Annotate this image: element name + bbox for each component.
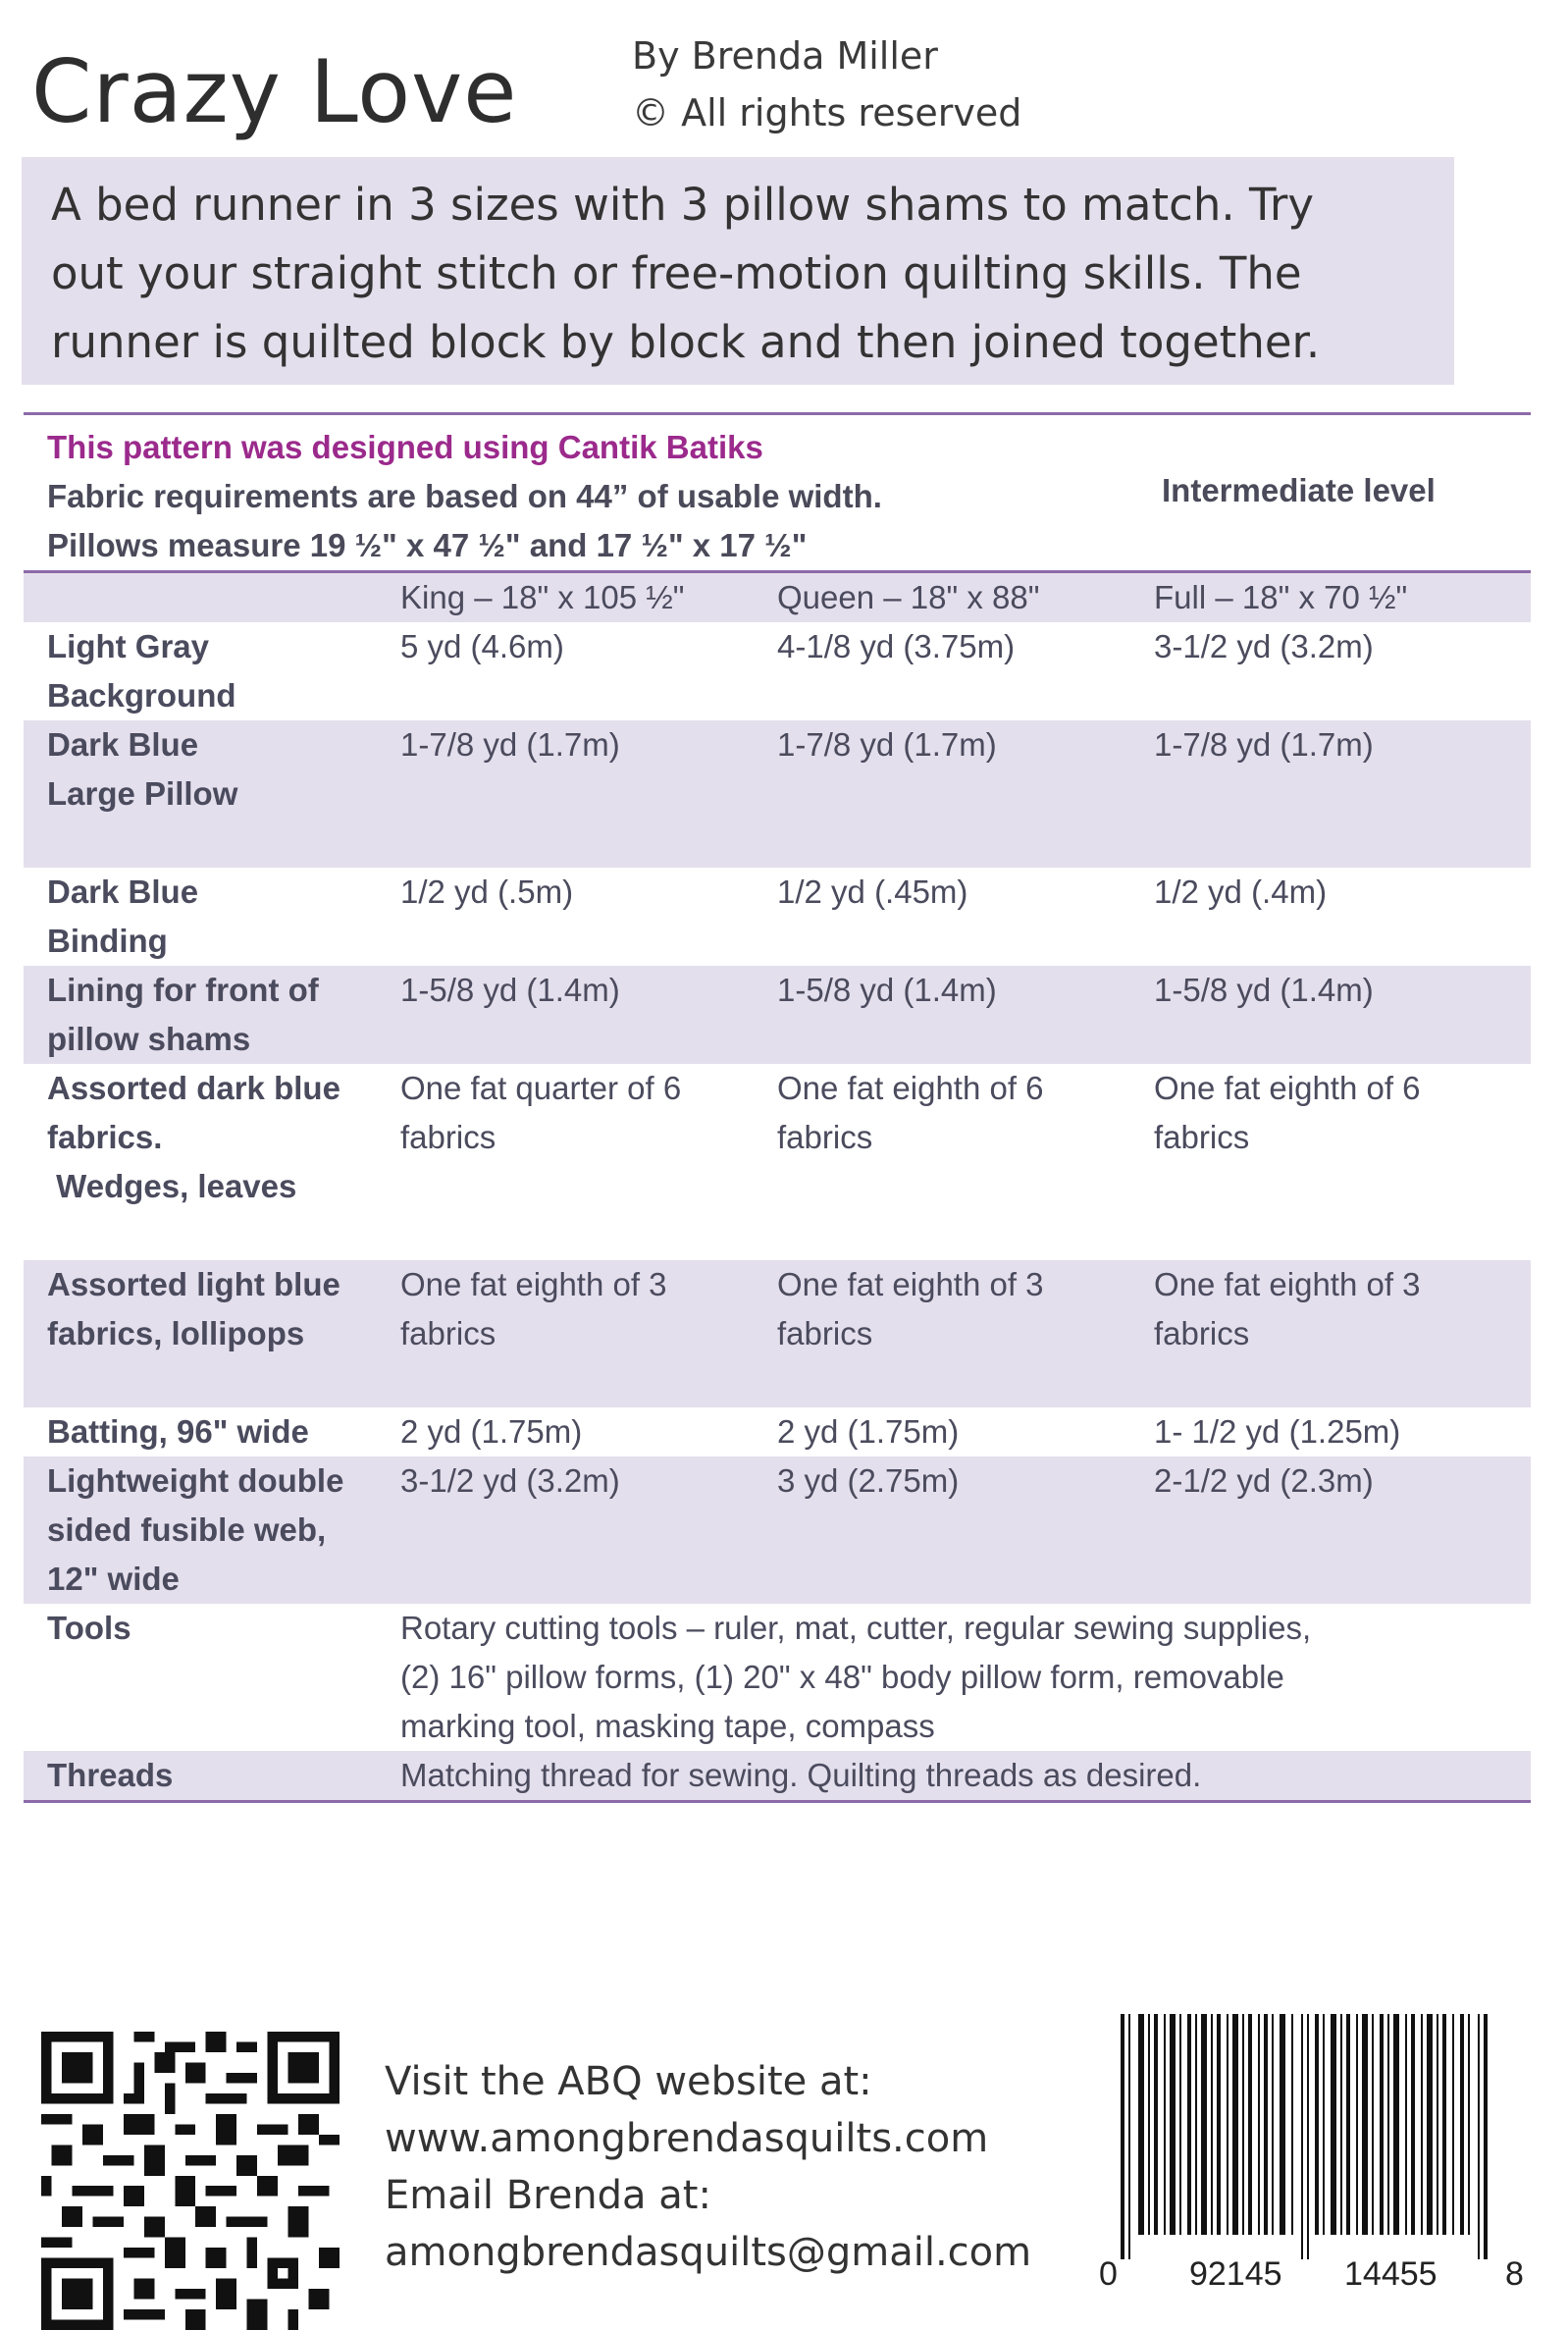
intro-line: out your straight stitch or free-motion quilting skills. The (51, 247, 1302, 299)
queen-value: 4-1/8 yd (3.75m) (777, 628, 1016, 664)
queen-value: 2 yd (1.75m) (777, 1413, 960, 1450)
full-value: 1/2 yd (.4m) (1154, 874, 1328, 910)
full-value: 1- 1/2 yd (1.25m) (1154, 1413, 1401, 1450)
king-value: One fat eighth of 3 fabrics (400, 1260, 777, 1407)
tools-row (24, 1604, 1531, 1751)
full-value: 1-7/8 yd (1.7m) (1154, 720, 1531, 868)
row-label: Assorted dark blue fabrics. Wedges, leaves (47, 1070, 340, 1204)
barcode-icon (1099, 2014, 1531, 2259)
row-label: Light Gray Background (47, 628, 236, 714)
author-line: By Brenda Miller (632, 34, 938, 78)
king-value: 3-1/2 yd (3.2m) (400, 1456, 777, 1604)
requirements-table (24, 570, 1531, 1803)
barcode-digit: 92145 (1189, 2255, 1282, 2293)
column-header-queen: Queen – 18" x 88" (777, 572, 1154, 623)
threads-row (24, 1751, 1531, 1802)
queen-value: One fat eighth of 6 fabrics (777, 1070, 1044, 1155)
requirements-section (24, 412, 1531, 1803)
queen-value: One fat eighth of 3 fabrics (777, 1260, 1154, 1407)
barcode-digit: 0 (1099, 2255, 1118, 2293)
full-value: 1-5/8 yd (1.4m) (1154, 966, 1531, 1064)
table-row (24, 1260, 1531, 1407)
table-row (24, 1456, 1531, 1604)
table-row (24, 622, 1531, 720)
pattern-title: Crazy Love (31, 41, 518, 142)
tools-text: Rotary cutting tools – ruler, mat, cutter, regular sewing supplies, (2) 16" pillow forms, (1) 20" x 48" body pillow form, removable marking tool, masking tape, compass (400, 1610, 1312, 1744)
queen-value: 1/2 yd (.45m) (777, 874, 968, 910)
visit-line: Visit the ABQ website at: (385, 2059, 872, 2104)
rights-line: © All rights reserved (632, 91, 1022, 134)
queen-value: 1-7/8 yd (1.7m) (777, 720, 1154, 868)
designed-with-note: This pattern was designed using Cantik Batiks (47, 429, 763, 465)
row-label: Lining for front of pillow shams (24, 966, 400, 1064)
intro-box (22, 157, 1454, 385)
website-link[interactable]: www.amongbrendasquilts.com (385, 2116, 989, 2161)
tools-label: Tools (47, 1610, 131, 1646)
contact-block (385, 2053, 1031, 2281)
queen-value: 3 yd (2.75m) (777, 1456, 1154, 1604)
pillow-size-note: Pillows measure 19 ½" x 47 ½" and 17 ½" x 17 ½" (47, 527, 808, 563)
skill-level: Intermediate level (1162, 472, 1436, 508)
row-label: Dark Blue Large Pillow (24, 720, 400, 868)
queen-value: 1-5/8 yd (1.4m) (777, 966, 1154, 1064)
table-row (24, 1064, 1531, 1260)
email-link[interactable]: amongbrendasquilts@gmail.com (385, 2230, 1032, 2275)
king-value: 5 yd (4.6m) (400, 628, 564, 664)
row-label: Lightweight double sided fusible web, 12" wide (24, 1456, 400, 1604)
row-label: Dark Blue Binding (47, 874, 199, 959)
intro-line: A bed runner in 3 sizes with 3 pillow shams to match. Try (51, 179, 1314, 231)
threads-text: Matching thread for sewing. Quilting threads as desired. (400, 1751, 1531, 1802)
table-row (24, 966, 1531, 1064)
king-value: 1/2 yd (.5m) (400, 874, 574, 910)
fabric-width-note: Fabric requirements are based on 44” of usable width. (47, 478, 882, 514)
table-header-row (24, 572, 1531, 623)
table-row (24, 868, 1531, 966)
barcode (1099, 2014, 1531, 2308)
full-value: 3-1/2 yd (3.2m) (1154, 628, 1374, 664)
king-value: One fat quarter of 6 fabrics (400, 1070, 682, 1155)
row-label: Assorted light blue fabrics, lollipops (24, 1260, 400, 1407)
barcode-digit: 8 (1505, 2255, 1524, 2293)
table-row (24, 1407, 1531, 1456)
king-value: 2 yd (1.75m) (400, 1413, 583, 1450)
full-value: One fat eighth of 3 fabrics (1154, 1260, 1531, 1407)
corner-cell (24, 572, 400, 623)
king-value: 1-5/8 yd (1.4m) (400, 966, 777, 1064)
threads-label: Threads (24, 1751, 400, 1802)
intro-line: runner is quilted block by block and then joined together. (51, 316, 1321, 368)
table-row (24, 720, 1531, 868)
barcode-digit: 14455 (1344, 2255, 1437, 2293)
full-value: 2-1/2 yd (2.3m) (1154, 1456, 1531, 1604)
byline (632, 27, 1021, 141)
row-label: Batting, 96" wide (47, 1413, 309, 1450)
full-value: One fat eighth of 6 fabrics (1154, 1070, 1421, 1155)
qr-code-icon (41, 2032, 340, 2330)
column-header-king: King – 18" x 105 ½" (400, 572, 777, 623)
king-value: 1-7/8 yd (1.7m) (400, 720, 777, 868)
column-header-full: Full – 18" x 70 ½" (1154, 572, 1531, 623)
email-line: Email Brenda at: (385, 2173, 711, 2218)
requirements-header (24, 415, 1531, 570)
